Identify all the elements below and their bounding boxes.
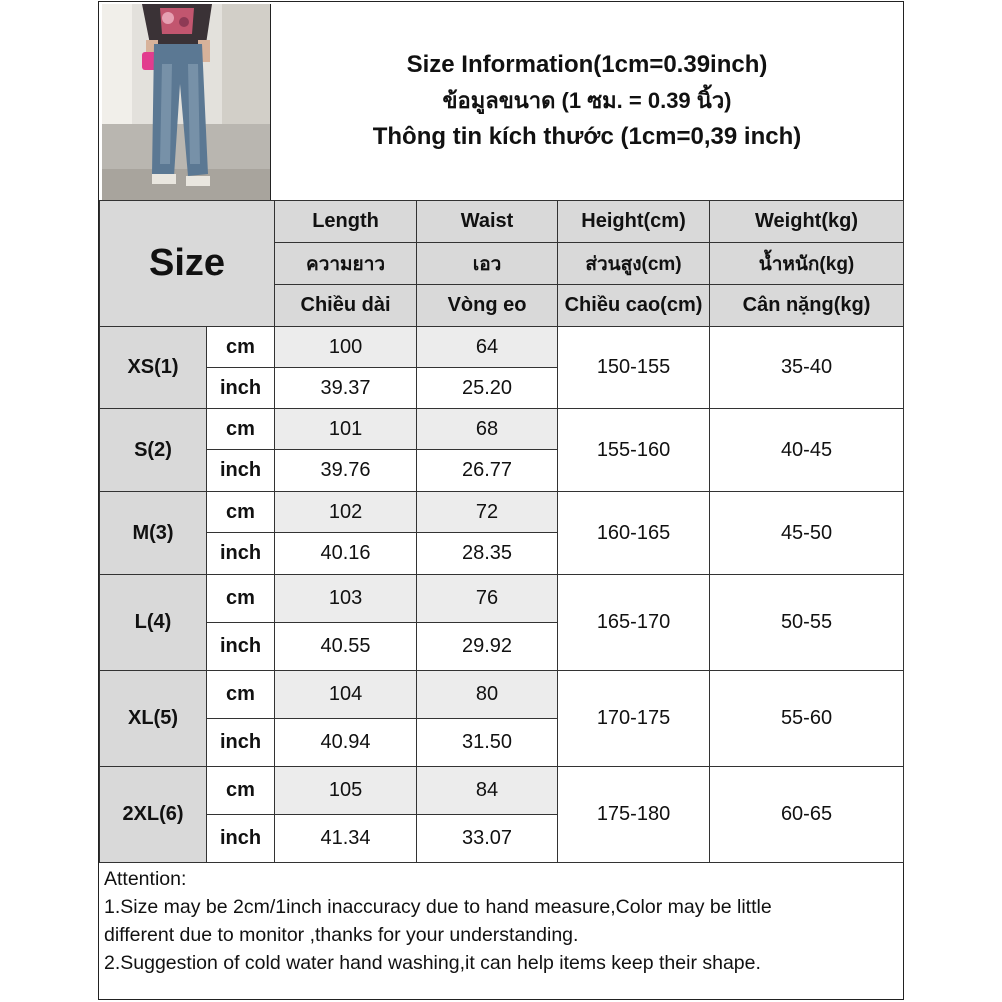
length-cm: 103 xyxy=(275,575,417,623)
size-name: S(2) xyxy=(100,409,207,492)
length-inch: 40.55 xyxy=(275,623,417,671)
waist-inch: 26.77 xyxy=(417,450,558,492)
weight-range: 50-55 xyxy=(710,575,904,671)
waist-cm: 72 xyxy=(417,492,558,533)
header-weight-en: Weight(kg) xyxy=(710,201,904,243)
attention-notes xyxy=(99,861,903,999)
header-length-th: ความยาว xyxy=(275,243,417,285)
unit-inch: inch xyxy=(207,450,275,492)
header-waist-th: เอว xyxy=(417,243,558,285)
height-range: 165-170 xyxy=(558,575,710,671)
height-range: 155-160 xyxy=(558,409,710,492)
waist-inch: 25.20 xyxy=(417,368,558,409)
table-row xyxy=(100,327,904,368)
header-height-vi: Chiều cao(cm) xyxy=(558,285,710,327)
unit-inch: inch xyxy=(207,815,275,863)
length-cm: 104 xyxy=(275,671,417,719)
length-inch: 41.34 xyxy=(275,815,417,863)
waist-inch: 31.50 xyxy=(417,719,558,767)
waist-cm: 80 xyxy=(417,671,558,719)
model-jeans-image xyxy=(102,4,270,200)
weight-range: 45-50 xyxy=(710,492,904,575)
length-cm: 100 xyxy=(275,327,417,368)
table-row xyxy=(100,767,904,815)
attention-heading: Attention: xyxy=(104,868,187,890)
header-length-vi: Chiều dài xyxy=(275,285,417,327)
size-name: 2XL(6) xyxy=(100,767,207,863)
size-header: Size xyxy=(100,201,275,327)
product-photo xyxy=(102,4,271,200)
waist-cm: 76 xyxy=(417,575,558,623)
table-row xyxy=(100,409,904,450)
length-inch: 40.16 xyxy=(275,533,417,575)
height-range: 160-165 xyxy=(558,492,710,575)
size-table xyxy=(99,200,904,863)
title-vietnamese: Thông tin kích thước (1cm=0,39 inch) xyxy=(372,123,802,150)
header-length-en: Length xyxy=(275,201,417,243)
unit-inch: inch xyxy=(207,719,275,767)
title-block xyxy=(271,2,903,200)
length-inch: 40.94 xyxy=(275,719,417,767)
attention-note-1-continued: different due to monitor ,thanks for your understanding. xyxy=(104,924,579,946)
waist-inch: 29.92 xyxy=(417,623,558,671)
weight-range: 40-45 xyxy=(710,409,904,492)
size-chart-sheet xyxy=(98,1,904,1000)
unit-cm: cm xyxy=(207,575,275,623)
table-row xyxy=(100,671,904,719)
weight-range: 35-40 xyxy=(710,327,904,409)
unit-cm: cm xyxy=(207,409,275,450)
header-weight-th: น้ำหนัก(kg) xyxy=(710,243,904,285)
waist-inch: 33.07 xyxy=(417,815,558,863)
length-inch: 39.37 xyxy=(275,368,417,409)
unit-inch: inch xyxy=(207,623,275,671)
header-height-en: Height(cm) xyxy=(558,201,710,243)
title-english: Size Information(1cm=0.39inch) xyxy=(406,51,768,78)
header-section xyxy=(99,2,903,201)
header-waist-en: Waist xyxy=(417,201,558,243)
header-height-th: ส่วนสูง(cm) xyxy=(558,243,710,285)
unit-cm: cm xyxy=(207,671,275,719)
length-cm: 105 xyxy=(275,767,417,815)
size-name: XL(5) xyxy=(100,671,207,767)
size-name: M(3) xyxy=(100,492,207,575)
weight-range: 60-65 xyxy=(710,767,904,863)
waist-inch: 28.35 xyxy=(417,533,558,575)
length-inch: 39.76 xyxy=(275,450,417,492)
unit-cm: cm xyxy=(207,327,275,368)
waist-cm: 84 xyxy=(417,767,558,815)
waist-cm: 68 xyxy=(417,409,558,450)
height-range: 175-180 xyxy=(558,767,710,863)
header-row-en xyxy=(100,201,904,243)
table-row xyxy=(100,492,904,533)
title-thai: ข้อมูลขนาด (1 ซม. = 0.39 นิ้ว) xyxy=(442,88,732,113)
weight-range: 55-60 xyxy=(710,671,904,767)
size-name: L(4) xyxy=(100,575,207,671)
table-row xyxy=(100,575,904,623)
length-cm: 101 xyxy=(275,409,417,450)
unit-cm: cm xyxy=(207,767,275,815)
unit-inch: inch xyxy=(207,368,275,409)
size-name: XS(1) xyxy=(100,327,207,409)
waist-cm: 64 xyxy=(417,327,558,368)
header-waist-vi: Vòng eo xyxy=(417,285,558,327)
height-range: 170-175 xyxy=(558,671,710,767)
attention-note-2: 2.Suggestion of cold water hand washing,it can help items keep their shape. xyxy=(104,952,761,974)
unit-cm: cm xyxy=(207,492,275,533)
header-weight-vi: Cân nặng(kg) xyxy=(710,285,904,327)
unit-inch: inch xyxy=(207,533,275,575)
height-range: 150-155 xyxy=(558,327,710,409)
attention-note-1: 1.Size may be 2cm/1inch inaccuracy due to hand measure,Color may be little xyxy=(104,896,772,918)
length-cm: 102 xyxy=(275,492,417,533)
